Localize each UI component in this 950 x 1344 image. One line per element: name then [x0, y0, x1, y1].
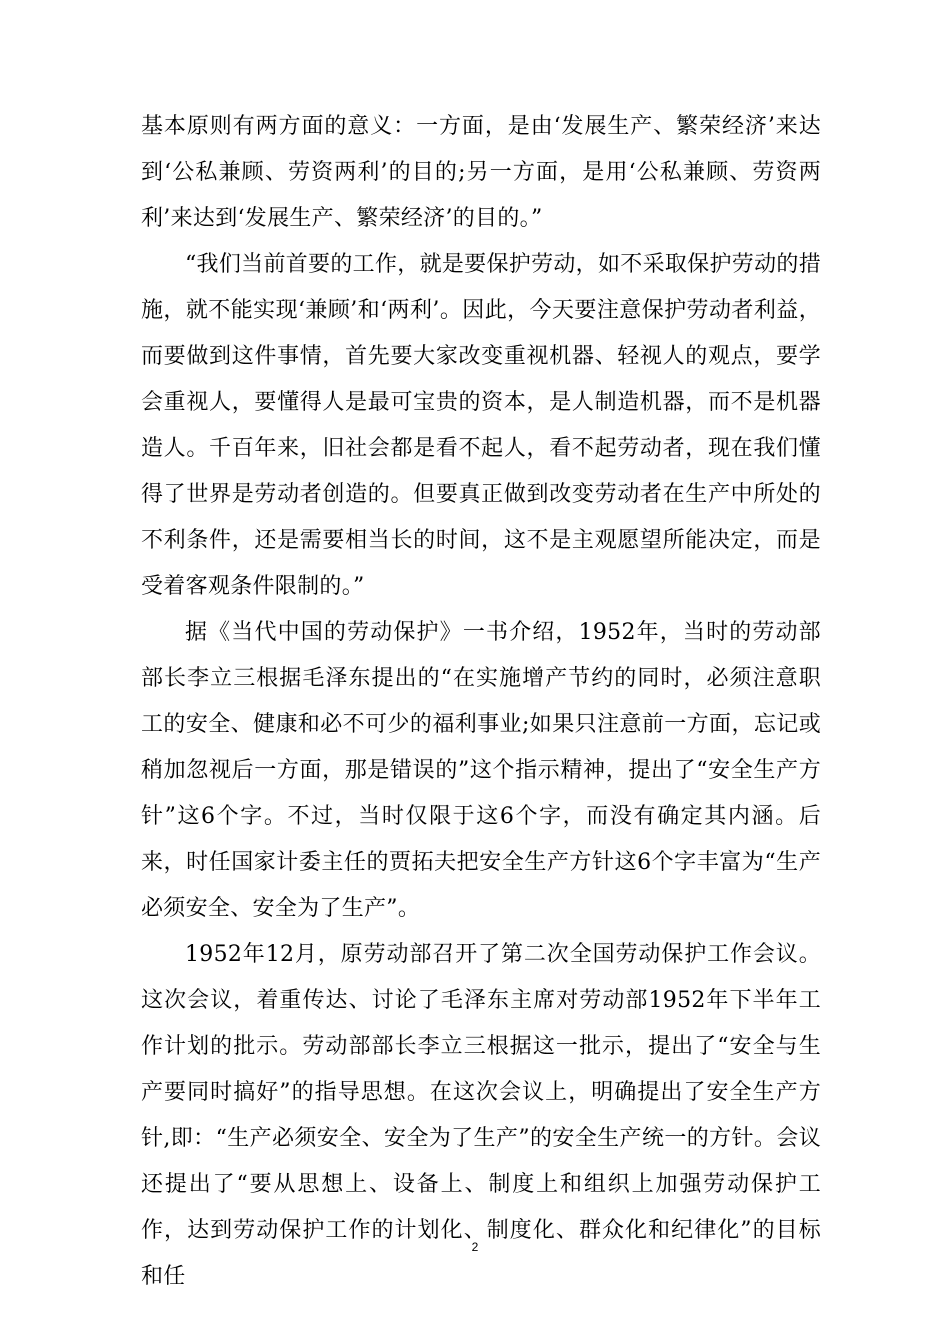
paragraph-2: “我们当前首要的工作，就是要保护劳动，如不采取保护劳动的措施，就不能实现‘兼顾’和‘两利’。因此，今天要注意保护劳动者利益，而要做到这件事情，首先要大家改变重视机器、轻视人的观点，要学会重视人，要懂得人是最可宝贵的资本，是人制造机器，而不是机器造人。千百年来，旧社会都是看不起人，看不起劳动者，现在我们懂得了世界是劳动者创造的。但要真正做到改变劳动者在生产中所处的不利条件，还是需要相当长的时间，这不是主观愿望所能决定，而是受着客观条件限制的。” — [141, 252, 821, 599]
paragraph-3: 据《当代中国的劳动保护》一书介绍，1952年，当时的劳动部部长李立三根据毛泽东提出的“在实施增产节约的同时，必须注意职工的安全、健康和必不可少的福利事业;如果只注意前一方面，忘记或稍加忽视后一方面，那是错误的”这个指示精神，提出了“安全生产方针”这6个字。不过，当时仅限于这6个字，而没有确定其内涵。后来，时任国家计委主任的贾拓夫把安全生产方针这6个字丰富为“生产必须安全、安全为了生产”。 — [141, 620, 821, 921]
paragraph-1: 基本原则有两方面的意义：一方面，是由‘发展生产、繁荣经济’来达到‘公私兼顾、劳资两利’的目的;另一方面，是用‘公私兼顾、劳资两利’来达到‘发展生产、繁荣经济’的目的。” — [141, 114, 821, 231]
page-number: 2 — [471, 1240, 479, 1254]
document-body — [141, 104, 821, 1300]
paragraph-4: 1952年12月，原劳动部召开了第二次全国劳动保护工作会议。这次会议，着重传达、讨论了毛泽东主席对劳动部1952年下半年工作计划的批示。劳动部部长李立三根据这一批示，提出了“安全与生产要同时搞好”的指导思想。在这次会议上，明确提出了安全生产方针,即：“生产必须安全、安全为了生产”的安全生产统一的方针。会议还提出了“要从思想上、设备上、制度上和组织上加强劳动保护工作，达到劳动保护工作的计划化、制度化、群众化和纪律化”的目标和任 — [141, 942, 821, 1289]
